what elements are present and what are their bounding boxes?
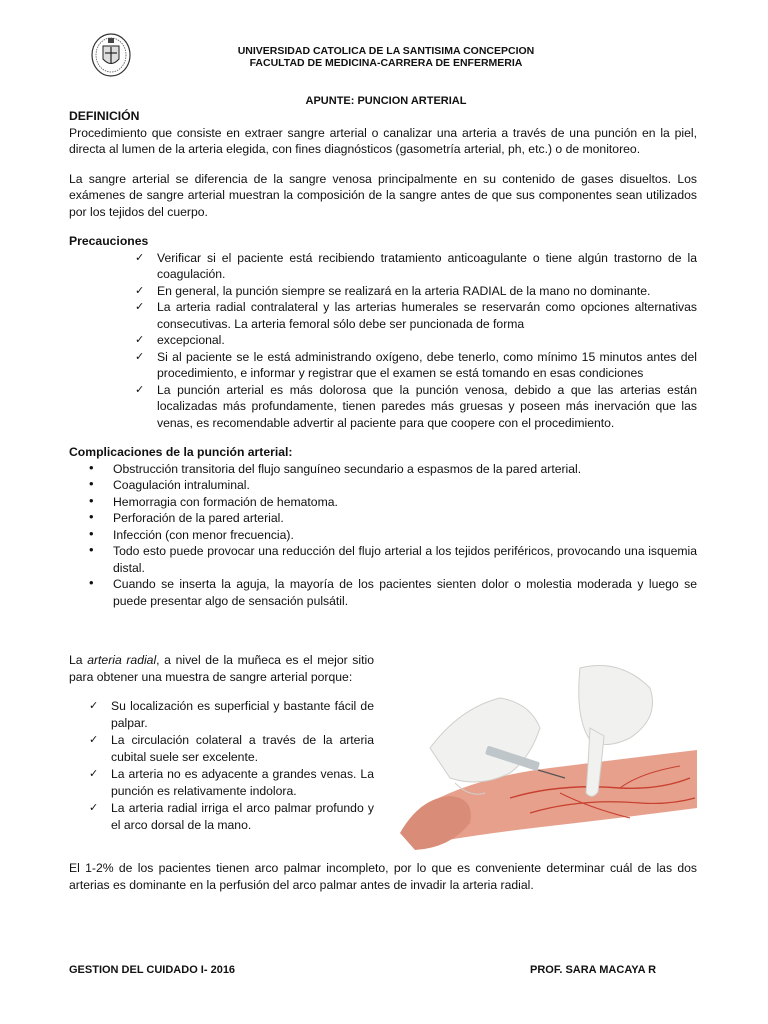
bullet-icon: • xyxy=(89,525,94,541)
closing-paragraph: El 1-2% de los pacientes tienen arco palmar incompleto, por lo que es conveniente determinar cuál de las dos arterias es dominante en la perfusión del arco palmar antes de invadir la arteria radial. xyxy=(69,861,697,892)
arterial-puncture-photo xyxy=(390,658,697,850)
list-item: ✓ La arteria radial irriga el arco palmar profundo y el arco dorsal de la mano. xyxy=(89,801,374,832)
list-item: ✓ Su localización es superficial y bastante fácil de palpar. xyxy=(89,699,374,730)
checkmark-icon: ✓ xyxy=(89,700,99,712)
checkmark-icon: ✓ xyxy=(135,334,145,346)
list-item: ✓ La arteria radial contralateral y las arterias humerales se reservarán como opciones alternativas consecutivas. La arteria femoral sólo debe ser puncionada de forma xyxy=(135,300,697,331)
list-item: • Infección (con menor frecuencia). xyxy=(89,525,294,542)
list-item: • Todo esto puede provocar una reducción del flujo arterial a los tejidos periféricos, provocando una isquemia distal. xyxy=(89,542,697,575)
radial-artery-section xyxy=(69,652,374,834)
complications-heading: Complicaciones de la punción arterial: xyxy=(69,445,293,459)
footer-course: GESTION DEL CUIDADO I- 2016 xyxy=(69,964,236,976)
checkmark-icon: ✓ xyxy=(135,284,145,297)
precautions-heading: Precauciones xyxy=(69,234,149,248)
list-item: ✓ La punción arterial es más dolorosa que la punción venosa, debido a que las arterias están localizadas más profundamente, tienen paredes más gruesas y poseen más inervación que las venas, es recomendable advertir al paciente para que coopere con el procedimiento. xyxy=(135,382,697,430)
list-item: ✓ Verificar si el paciente está recibiendo tratamiento anticoagulante o tiene algún trastorno de la coagulación. xyxy=(135,250,697,281)
checkmark-icon: ✓ xyxy=(135,350,145,363)
faculty-name: FACULTAD DE MEDICINA-CARRERA DE ENFERMERIA xyxy=(249,57,523,69)
list-item: ✓ Si al paciente se le está administrando oxígeno, debe tenerlo, como mínimo 15 minutos antes del procedimiento, e informar y registrar que el examen se está tomando en esas condiciones xyxy=(135,349,697,380)
radial-intro: La arteria radial, a nivel de la muñeca es el mejor sitio para obtener una muestra de sangre arterial porque: xyxy=(69,653,374,684)
radial-term: arteria radial xyxy=(87,653,157,667)
bullet-icon: • xyxy=(89,476,94,491)
checkmark-icon: ✓ xyxy=(135,301,145,313)
document-title: APUNTE: PUNCION ARTERIAL xyxy=(305,95,467,107)
closing-paragraph-section xyxy=(69,860,697,894)
bullet-icon: • xyxy=(89,492,94,508)
complications-list xyxy=(69,461,697,610)
radial-reasons-list xyxy=(69,698,374,834)
definition-paragraph: Procedimiento que consiste en extraer sangre arterial o canalizar una arteria a través de una punción en la piel, directa al lumen de la arteria elegida, con fines diagnósticos (gasometría arterial, ph, etc.) o de monitoreo. xyxy=(69,125,697,156)
precautions-list xyxy=(69,250,697,432)
university-header xyxy=(150,45,622,69)
list-item: • Coagulación intraluminal. xyxy=(89,476,250,492)
list-item: • Perforación de la pared arterial. xyxy=(89,509,284,525)
list-item: ✓ excepcional. xyxy=(135,333,225,347)
bullet-icon: • xyxy=(89,459,94,475)
arterial-blood-paragraph: La sangre arterial se diferencia de la sangre venosa principalmente en su contenido de gases disueltos. Los exámenes de sangre arterial muestran la composición de la sangre antes de que sus componentes sean utilizados por los tejidos del cuerpo. xyxy=(69,171,697,219)
university-name: UNIVERSIDAD CATOLICA DE LA SANTISIMA CONCEPCION xyxy=(237,45,535,57)
bullet-icon: • xyxy=(89,575,94,590)
definition-heading: DEFINICIÓN xyxy=(69,109,140,123)
list-item: • Obstrucción transitoria del flujo sanguíneo secundario a espasmos de la pared arterial. xyxy=(89,459,582,476)
footer-author: PROF. SARA MACAYA R xyxy=(530,964,657,976)
checkmark-icon: ✓ xyxy=(89,802,99,814)
bullet-icon: • xyxy=(89,509,94,524)
checkmark-icon: ✓ xyxy=(135,251,145,264)
main-content xyxy=(69,108,697,609)
list-item: • Hemorragia con formación de hematoma. xyxy=(89,492,338,509)
list-item: ✓ En general, la punción siempre se realizará en la arteria RADIAL de la mano no dominante. xyxy=(135,283,651,298)
checkmark-icon: ✓ xyxy=(135,383,145,396)
checkmark-icon: ✓ xyxy=(89,768,99,780)
university-seal-icon xyxy=(90,32,132,78)
list-item: ✓ La arteria no es adyacente a grandes venas. La punción es relativamente indolora. xyxy=(89,767,374,798)
bullet-icon: • xyxy=(89,542,94,557)
checkmark-icon: ✓ xyxy=(89,734,99,746)
list-item: • Cuando se inserta la aguja, la mayoría de los pacientes sienten dolor o molestia moderada y luego se puede presentar algo de sensación pulsátil. xyxy=(89,575,697,608)
list-item: ✓ La circulación colateral a través de la arteria cubital suele ser excelente. xyxy=(89,733,374,764)
